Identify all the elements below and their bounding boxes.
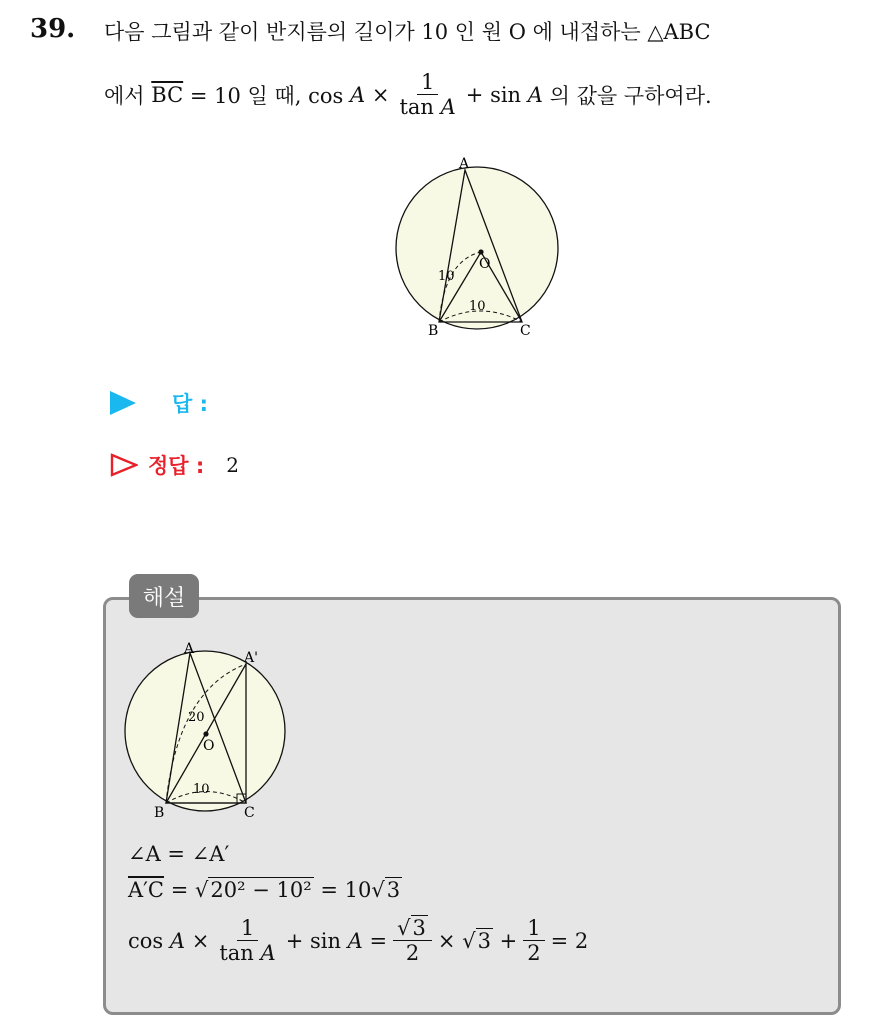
step3-fraction-root3-over-2: $\frac{√3}{2}$ <box>393 916 432 965</box>
label-b: B <box>428 323 439 339</box>
line2-end: 의 값을 구하여라. <box>549 83 712 108</box>
sqrt-3: √3 <box>371 878 401 902</box>
step3-fraction-half: $\frac{1}{2}$ <box>523 916 544 965</box>
fraction-numerator: 1 <box>417 70 438 95</box>
segment-bc: $\overline{BC}$ <box>151 82 184 107</box>
outline-triangle-icon <box>110 453 138 477</box>
answer-row <box>110 388 208 418</box>
label-a: A <box>459 156 470 172</box>
answer-label: 답 : <box>172 392 208 416</box>
line2-tail: + sin <box>465 82 522 107</box>
play-triangle-icon <box>110 391 136 415</box>
question-number: 39. <box>30 14 76 44</box>
segment-a-prime-c: A′C <box>128 878 165 902</box>
solution-step-2: A′C = √20² − 10² = 10√3 <box>128 878 401 902</box>
var-a: A <box>349 82 366 107</box>
step3-fraction-1: $\frac{1}{\text{tan A}}$ <box>219 916 276 966</box>
times-sign: × <box>371 82 390 107</box>
var-a-2: A <box>527 82 543 107</box>
correct-answer-value: 2 <box>226 453 240 477</box>
solution-step-1: ∠A = ∠A′ <box>128 842 230 866</box>
label-c: C <box>520 323 531 339</box>
sqrt-expression: √20² − 10² <box>195 878 312 902</box>
solution-tag: 해설 <box>129 574 199 618</box>
label-o-2: O <box>203 738 215 754</box>
label-o: O <box>479 256 491 272</box>
line2-condition: = 10 일 때, cos <box>189 83 344 108</box>
label-radius-10: 10 <box>438 269 455 284</box>
label-a-2: A <box>184 641 195 657</box>
question-line-1: 다음 그림과 같이 반지름의 길이가 10 인 원 O 에 내접하는 △ABC <box>104 20 711 44</box>
label-chord-10-2: 10 <box>193 782 210 797</box>
label-b-2: B <box>154 805 165 821</box>
label-chord-10: 10 <box>469 299 486 314</box>
correct-answer-label: 정답 : <box>148 454 205 478</box>
question-line-2 <box>104 70 712 119</box>
question-figure <box>395 150 575 345</box>
label-diameter-20: 20 <box>188 710 205 725</box>
solution-figure <box>118 640 298 825</box>
label-c-2: C <box>244 805 255 821</box>
center-o-dot-2 <box>203 731 208 736</box>
label-a-prime: A' <box>244 650 258 666</box>
fraction-one-over-tan <box>395 70 459 119</box>
correct-answer-row <box>110 450 239 480</box>
solution-step-3: cos A × $\frac{1}{\text{tan A}}$ + sin A = $\frac{√3}{2}$ × √3 + $\frac{1}{2}$ = 2 <box>128 916 589 966</box>
line2-prefix: 에서 <box>104 83 145 108</box>
fraction-denominator: tan A <box>399 95 456 120</box>
